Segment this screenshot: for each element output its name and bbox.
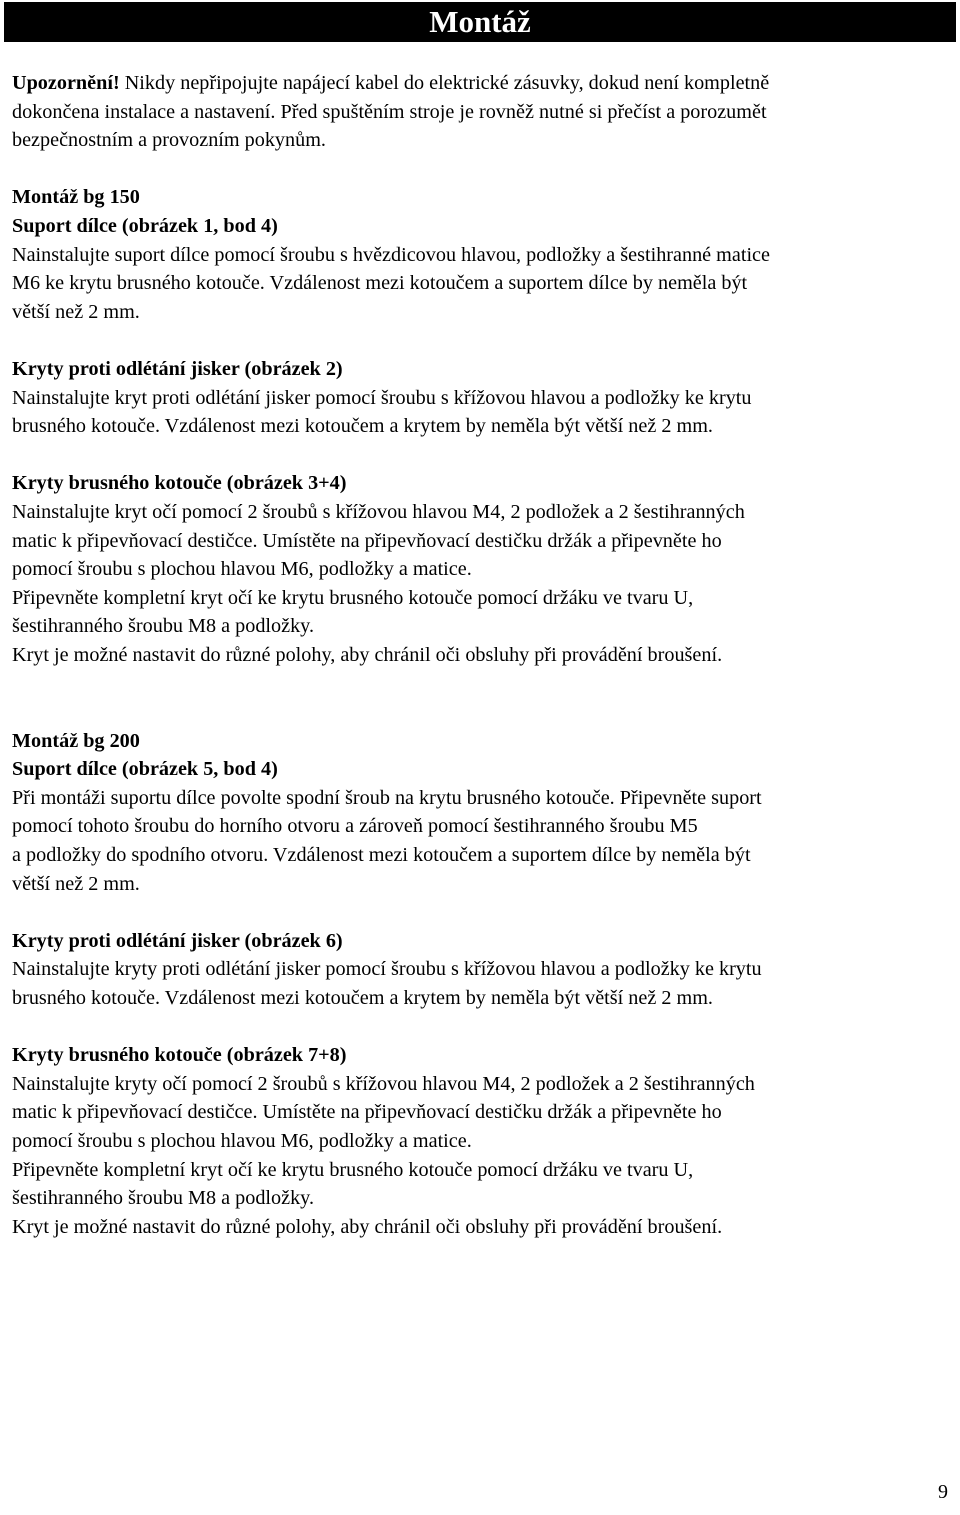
section-bg150-support <box>12 183 952 326</box>
body-line: šestihranného šroubu M8 a podložky. <box>12 1187 315 1210</box>
body-line: matic k připevňovací destičce. Umístěte na připevňovací destičku držák a připevněte ho <box>12 1101 722 1124</box>
body-line: brusného kotouče. Vzdálenost mezi kotoučem a krytem by neměla být větší než 2 mm. <box>12 415 713 438</box>
warning-line: Nikdy nepřipojujte napájecí kabel do elektrické zásuvky, dokud není kompletně <box>119 72 770 94</box>
body-line: a podložky do spodního otvoru. Vzdálenost mezi kotoučem a suportem dílce by neměla být <box>12 844 751 867</box>
body-line: pomocí tohoto šroubu do horního otvoru a zároveň pomocí šestihranného šroubu M5 <box>12 815 698 838</box>
body-line: větší než 2 mm. <box>12 872 140 895</box>
page-number: 9 <box>938 1481 948 1503</box>
section-heading: Kryty brusného kotouče (obrázek 7+8) <box>12 1044 347 1067</box>
body-line: Při montáži suportu dílce povolte spodní šroub na krytu brusného kotouče. Připevněte suport <box>12 786 762 809</box>
section-bg200-support <box>12 727 952 899</box>
body-line: matic k připevňovací destičce. Umístěte na připevňovací destičku držák a připevněte ho <box>12 529 722 552</box>
section-heading: Suport dílce (obrázek 1, bod 4) <box>12 214 278 237</box>
section-bg150-spark-guards <box>12 355 952 441</box>
section-heading: Suport dílce (obrázek 5, bod 4) <box>12 758 278 781</box>
section-title-bg200: Montáž bg 200 <box>12 729 140 752</box>
body-line: šestihranného šroubu M8 a podložky. <box>12 615 315 638</box>
body-line: Připevněte kompletní kryt očí ke krytu brusného kotouče pomocí držáku ve tvaru U, <box>12 1158 694 1181</box>
section-title-bg150: Montáž bg 150 <box>12 186 140 209</box>
page-header-title: Montáž <box>4 2 956 42</box>
warning-paragraph <box>12 69 952 155</box>
body-line: pomocí šroubu s plochou hlavou M6, podložky a matice. <box>12 558 472 581</box>
body-line: Kryt je možné nastavit do různé polohy, aby chránil oči obsluhy při provádění broušení. <box>12 643 723 666</box>
section-heading: Kryty proti odlétání jisker (obrázek 6) <box>12 929 343 952</box>
body-line: Nainstalujte kryty očí pomocí 2 šroubů s křížovou hlavou M4, 2 podložek a 2 šestihranných <box>12 1072 755 1095</box>
body-line: pomocí šroubu s plochou hlavou M6, podložky a matice. <box>12 1129 472 1152</box>
section-bg200-spark-guards <box>12 927 952 1013</box>
body-line: Nainstalujte kryt proti odlétání jisker pomocí šroubu s křížovou hlavou a podložky ke krytu <box>12 386 752 409</box>
section-bg200-wheel-guards <box>12 1041 952 1241</box>
warning-line: dokončena instalace a nastavení. Před spuštěním stroje je rovněž nutné si přečíst a porozumět <box>12 100 767 123</box>
body-line: Nainstalujte kryt očí pomocí 2 šroubů s křížovou hlavou M4, 2 podložek a 2 šestihranných <box>12 500 745 523</box>
body-line: M6 ke krytu brusného kotouče. Vzdálenost mezi kotoučem a suportem dílce by neměla být <box>12 272 748 295</box>
section-heading: Kryty proti odlétání jisker (obrázek 2) <box>12 357 343 380</box>
body-line: brusného kotouče. Vzdálenost mezi kotoučem a krytem by neměla být větší než 2 mm. <box>12 987 713 1009</box>
body-line: Nainstalujte kryty proti odlétání jisker pomocí šroubu s křížovou hlavou a podložky ke krytu <box>12 958 762 981</box>
body-line: Připevněte kompletní kryt očí ke krytu brusného kotouče pomocí držáku ve tvaru U, <box>12 586 694 609</box>
section-heading: Kryty brusného kotouče (obrázek 3+4) <box>12 472 347 495</box>
body-line: Nainstalujte suport dílce pomocí šroubu s hvězdicovou hlavou, podložky a šestihranné matice <box>12 243 770 266</box>
section-bg150-wheel-guards <box>12 469 952 669</box>
body-line: Kryt je možné nastavit do různé polohy, aby chránil oči obsluhy při provádění broušení. <box>12 1215 723 1238</box>
warning-label: Upozornění! <box>12 72 120 94</box>
body-line: větší než 2 mm. <box>12 300 140 323</box>
warning-line: bezpečnostním a provozním pokynům. <box>12 129 326 152</box>
document-body <box>12 69 952 1241</box>
